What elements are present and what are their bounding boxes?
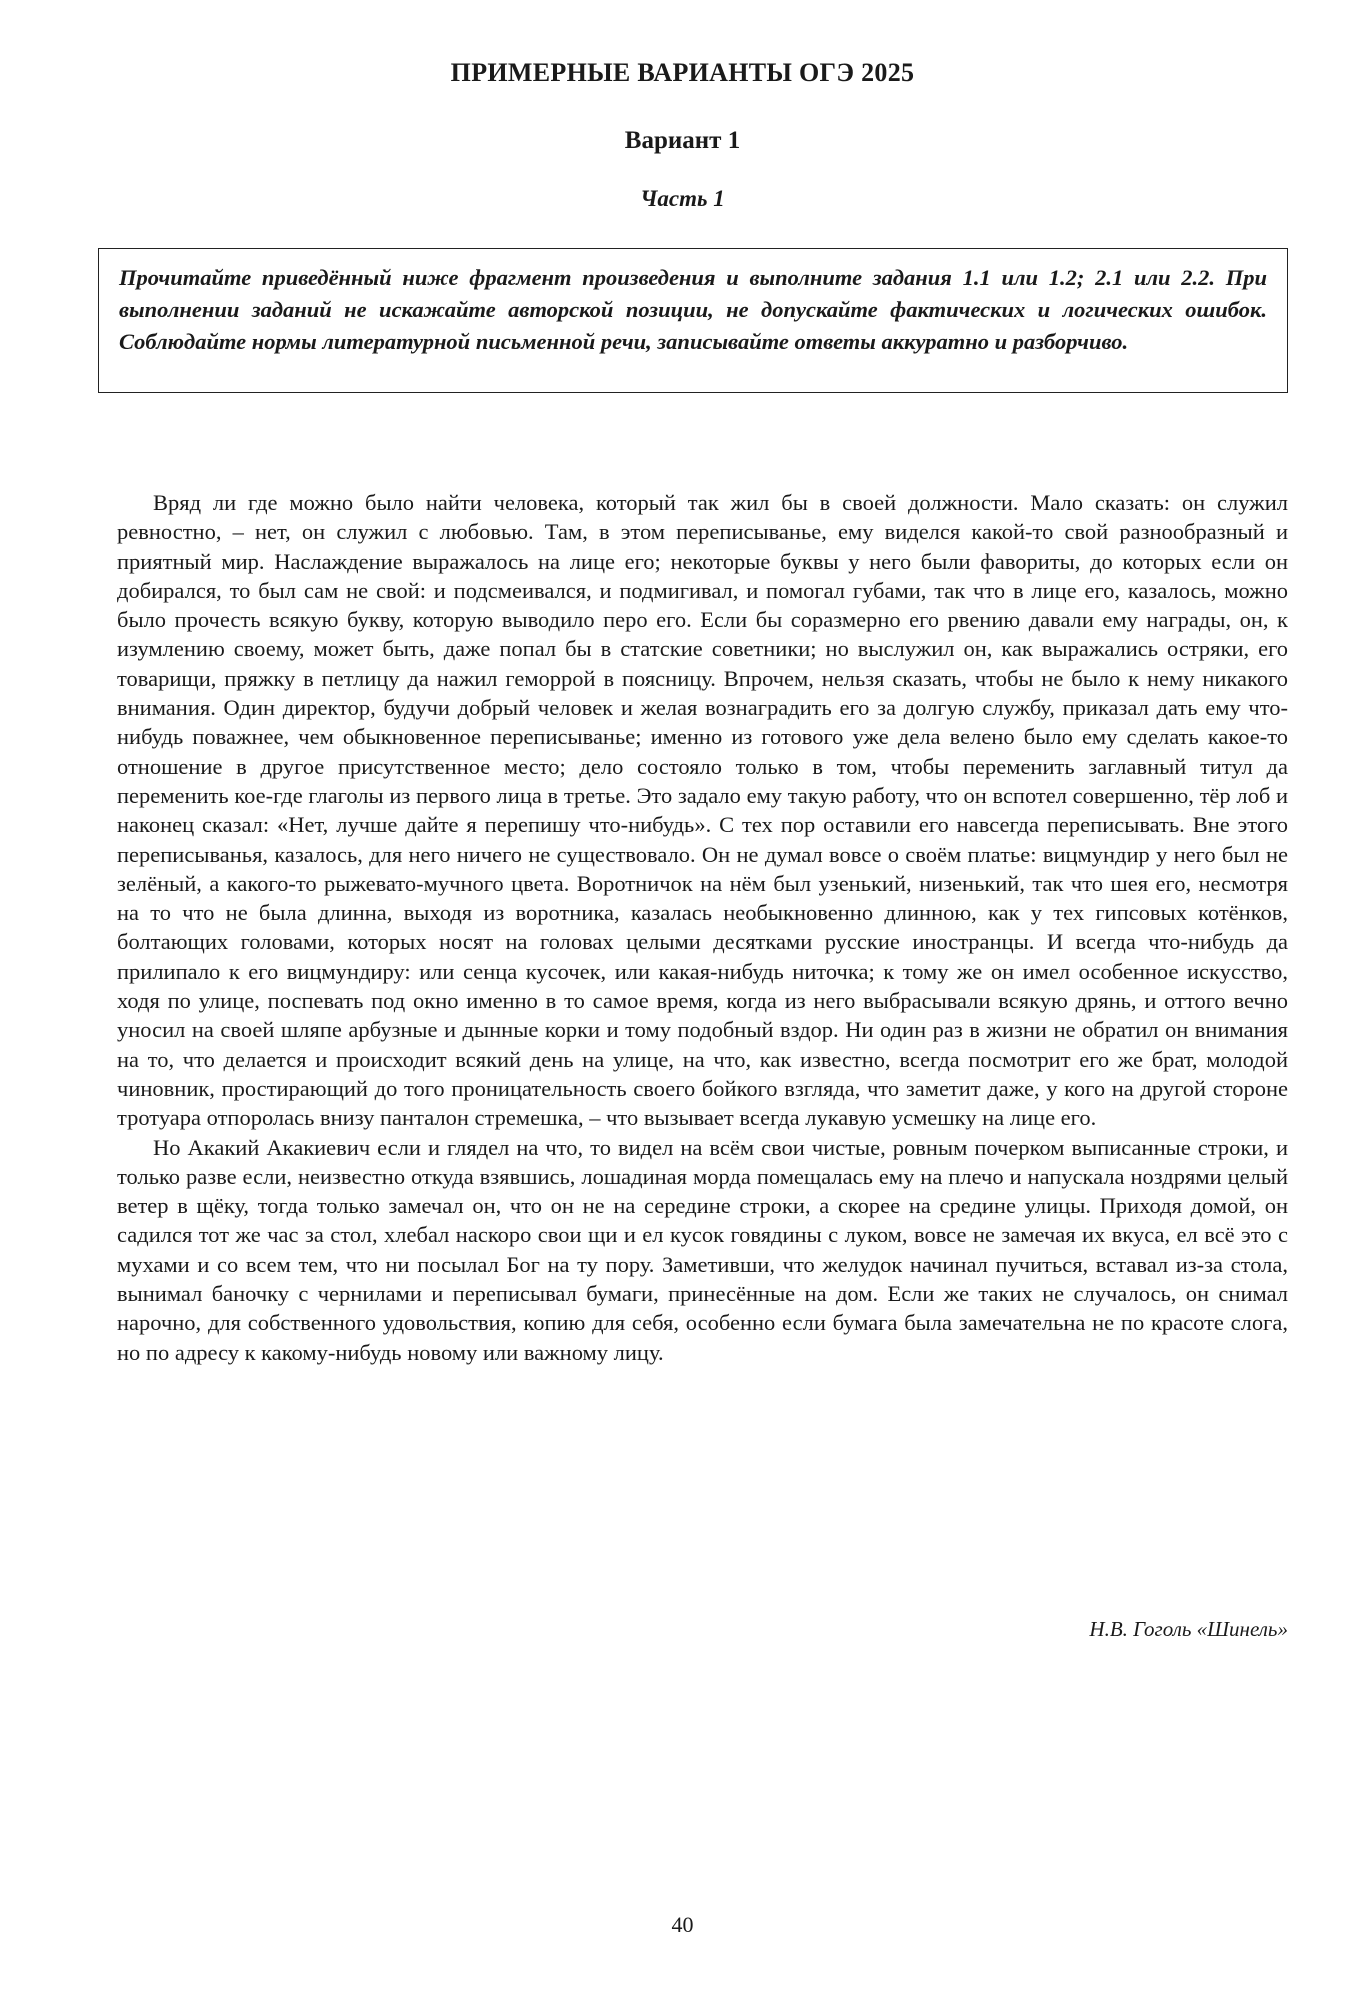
instruction-text: Прочитайте приведённый ниже фрагмент произведения и выполните задания 1.1 или 1.2; 2.1 или 2.2. При выполнении заданий не искажайте авторской позиции, не допускайте фактических и логических ошибок. Соблюдайте нормы литературной письменной речи, записывайте ответы аккуратно и разборчиво. xyxy=(119,265,1267,354)
literary-passage xyxy=(117,488,1288,1367)
page-title: ПРИМЕРНЫЕ ВАРИАНТЫ ОГЭ 2025 xyxy=(450,58,915,87)
part-heading: Часть 1 xyxy=(640,186,725,211)
passage-paragraph-1: Вряд ли где можно было найти человека, который так жил бы в своей должности. Мало сказать: он служил ревностно, – нет, он служил с любовью. Там, в этом переписыванье, ему виделся какой-то свой разнообразный и приятный мир. Наслаждение выражалось на лице его; некоторые буквы у него были фавориты, до которых если он добирался, то был сам не свой: и подсмеивался, и подмигивал, и помогал губами, так что в лице его, казалось, можно было прочесть всякую букву, которую выводило перо его. Если бы соразмерно его рвению давали ему награды, он, к изумлению своему, может быть, даже попал бы в статские советники; но выслужил он, как выражались остряки, его товарищи, пряжку в петлицу да нажил геморрой в поясницу. Впрочем, нельзя сказать, чтобы не было к нему никакого внимания. Один директор, будучи добрый человек и желая вознаградить его за долгую службу, приказал дать ему что-нибудь поважнее, чем обыкновенное переписыванье; именно из готового уже дела велено было ему сделать какое-то отношение в другое присутственное место; дело состояло только в том, чтобы переменить заглавный титул да переменить кое-где глаголы из первого лица в третье. Это задало ему такую работу, что он вспотел совершенно, тёр лоб и наконец сказал: «Нет, лучше дайте я перепишу что-нибудь». С тех пор оставили его навсегда переписывать. Вне этого переписыванья, казалось, для него ничего не существовало. Он не думал вовсе о своём платье: вицмундир у него был не зелёный, а какого-то рыжевато-мучного цвета. Воротничок на нём был узенький, низенький, так что шея его, несмотря на то что не была длинна, выходя из воротника, казалась необыкновенно длинною, как у тех гипсовых котёнков, болтающих головами, которых носят на головах целыми десятками русские иностранцы. И всегда что-нибудь да прилипало к его вицмундиру: или сенца кусочек, или какая-нибудь ниточка; к тому же он имел особенное искусство, ходя по улице, поспевать под окно именно в то самое время, когда из него выбрасывали всякую дрянь, и оттого вечно уносил на своей шляпе арбузные и дынные корки и тому подобный вздор. Ни один раз в жизни не обратил он внимания на то, что делается и происходит всякий день на улице, на что, как известно, всегда посмотрит его же брат, молодой чиновник, простирающий до того проницательность своего бойкого взгляда, что заметит даже, у кого на другой стороне тротуара отпоролась внизу панталон стремешка, – что вызывает всегда лукавую усмешку на лице его. xyxy=(117,490,1288,1131)
passage-attribution: Н.В. Гоголь «Шинель» xyxy=(1089,1617,1288,1641)
passage-paragraph-2: Но Акакий Акакиевич если и глядел на что, то видел на всём свои чистые, ровным почерком выписанные строки, и только разве если, неизвестно откуда взявшись, лошадиная морда помещалась ему на плечо и напускала ноздрями целый ветер в щёку, тогда только замечал он, что он не на середине строки, а скорее на средине улицы. Приходя домой, он садился тот же час за стол, хлебал наскоро свои щи и ел кусок говядины с луком, вовсе не замечая их вкуса, ел всё это с мухами и со всем тем, что ни посылал Бог на ту пору. Заметивши, что желудок начинал пучиться, вставал из-за стола, вынимал баночку с чернилами и переписывал бумаги, принесённые на дом. Если же таких не случалось, он снимал нарочно, для собственного удовольствия, копию для себя, особенно если бумага была замечательна не по красоте слога, но по адресу к какому-нибудь новому или важному лицу. xyxy=(117,1134,1288,1365)
variant-heading: Вариант 1 xyxy=(624,127,741,154)
instruction-box xyxy=(98,248,1288,393)
page-number: 40 xyxy=(671,1912,694,1937)
